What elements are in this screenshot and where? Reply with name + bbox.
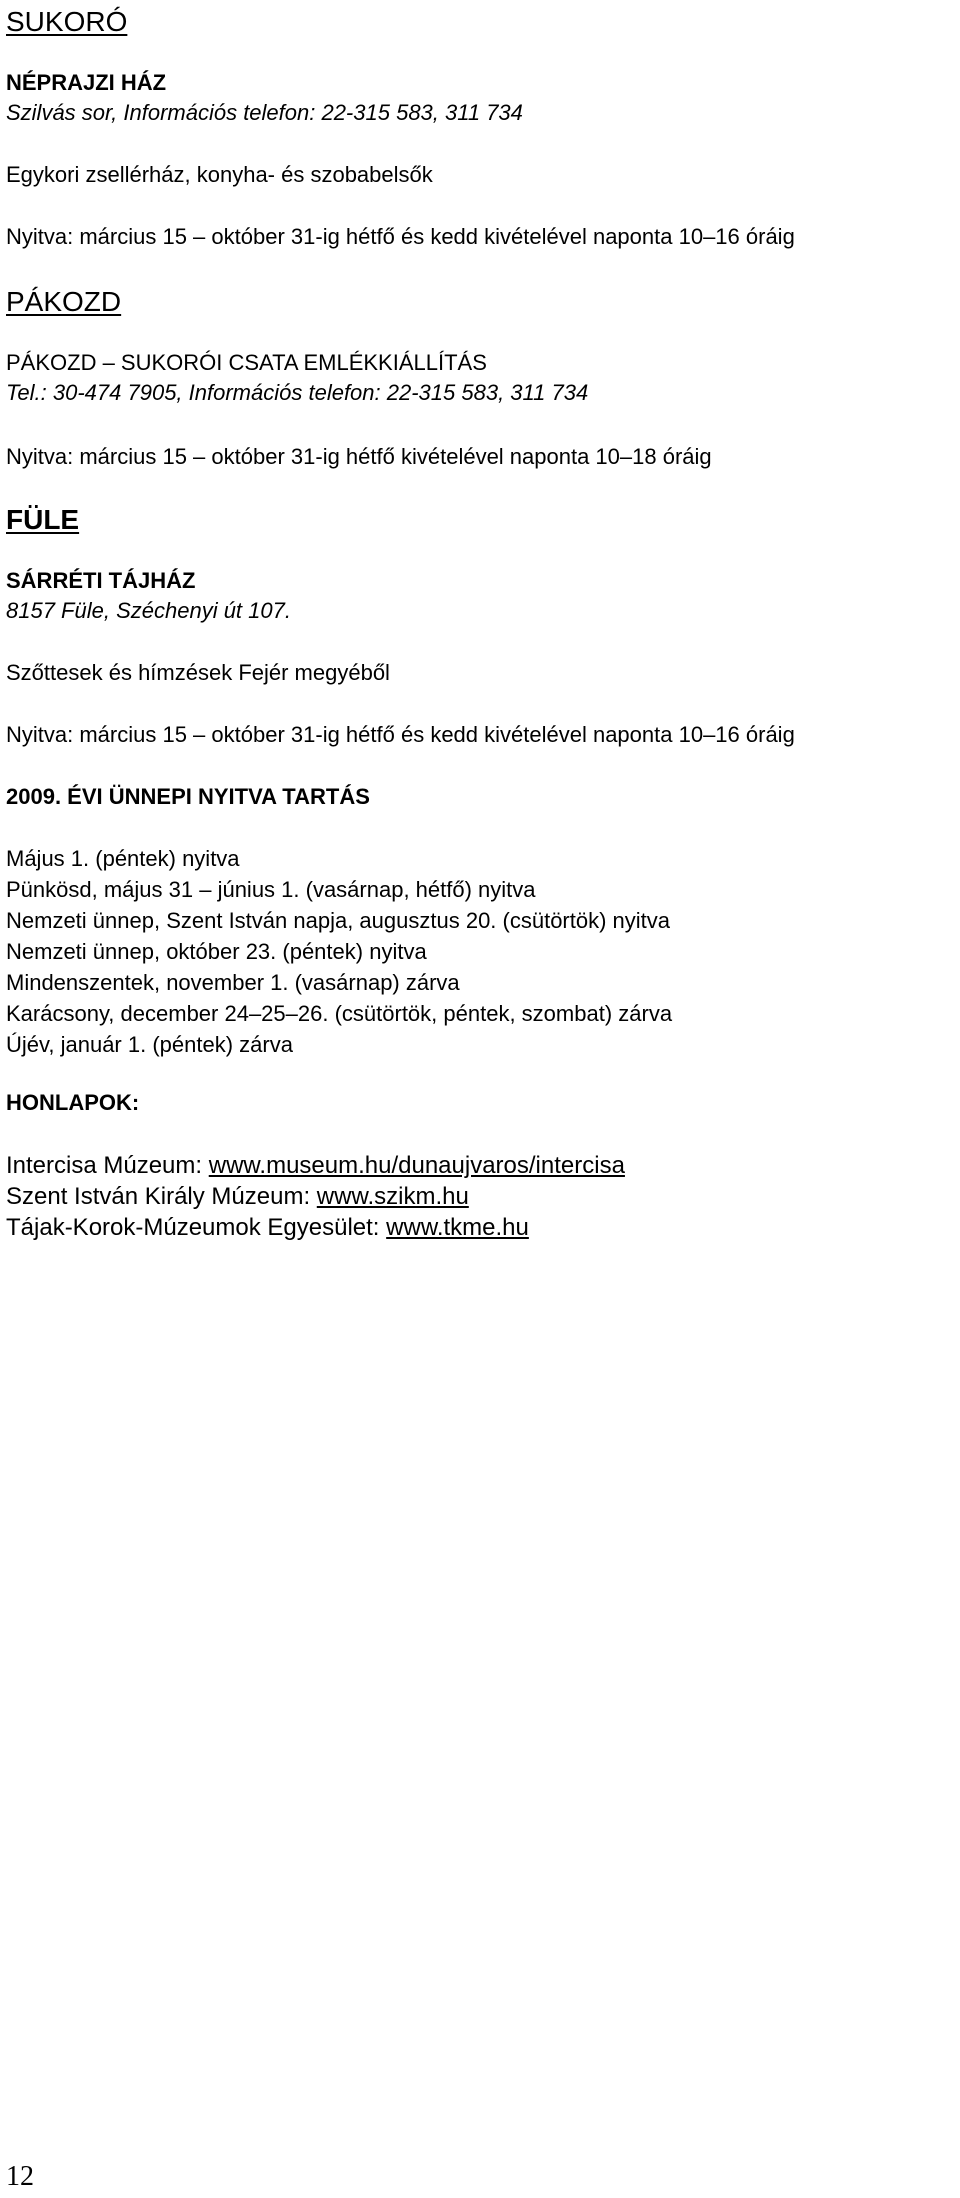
museum-name-sukoro: NÉPRAJZI HÁZ <box>6 70 167 95</box>
holiday-item: Nemzeti ünnep, Szent István napja, augusztus 20. (csütörtök) nyitva <box>6 908 671 933</box>
town-heading-fule: FÜLE <box>6 504 80 535</box>
section-fule <box>6 506 79 534</box>
description-block-sukoro <box>6 164 433 186</box>
website-item <box>6 1154 625 1185</box>
museum-block-fule <box>6 570 195 592</box>
website-link-szikm[interactable]: www.szikm.hu <box>316 1183 469 1210</box>
website-label: Szent István Király Múzeum: <box>6 1183 317 1210</box>
website-link-intercisa[interactable]: www.museum.hu/dunaujvaros/intercisa <box>208 1152 625 1179</box>
holiday-item: Nemzeti ünnep, október 23. (péntek) nyitva <box>6 939 427 964</box>
holidays-heading-block <box>6 786 370 808</box>
websites-heading-block <box>6 1092 139 1114</box>
museum-block-pakozd <box>6 352 487 374</box>
website-label: Intercisa Múzeum: <box>6 1152 209 1179</box>
website-link-tkme[interactable]: www.tkme.hu <box>386 1214 529 1241</box>
opening-hours-pakozd: Nyitva: március 15 – október 31-ig hétfő kivételével naponta 10–18 óráig <box>6 444 712 469</box>
description-block-fule <box>6 662 390 684</box>
hours-block-pakozd <box>6 446 712 468</box>
opening-hours-sukoro: Nyitva: március 15 – október 31-ig hétfő és kedd kivételével naponta 10–16 óráig <box>6 224 795 249</box>
holiday-item: Mindenszentek, november 1. (vasárnap) zárva <box>6 970 460 995</box>
museum-name-pakozd: PÁKOZD – SUKORÓI CSATA EMLÉKKIÁLLÍTÁS <box>6 350 487 375</box>
holiday-item: Karácsony, december 24–25–26. (csütörtök, péntek, szombat) zárva <box>6 1001 673 1026</box>
holiday-item: Pünkösd, május 31 – június 1. (vasárnap, hétfő) nyitva <box>6 877 536 902</box>
holidays-title: 2009. ÉVI ÜNNEPI NYITVA TARTÁS <box>6 784 370 809</box>
museum-description-sukoro: Egykori zsellérház, konyha- és szobabelsők <box>6 162 433 187</box>
address-block-fule <box>6 600 291 622</box>
museum-block-sukoro <box>6 72 166 94</box>
website-label: Tájak-Korok-Múzeumok Egyesület: <box>6 1214 387 1241</box>
holiday-item: Május 1. (péntek) nyitva <box>6 846 240 871</box>
museum-address-pakozd: Tel.: 30-474 7905, Információs telefon: 22-315 583, 311 734 <box>6 380 589 405</box>
holidays-list <box>6 848 672 1065</box>
address-block-sukoro <box>6 102 523 124</box>
section-sukoro <box>6 8 127 36</box>
address-block-pakozd <box>6 382 588 404</box>
websites-title: HONLAPOK: <box>6 1090 140 1115</box>
opening-hours-fule: Nyitva: március 15 – október 31-ig hétfő és kedd kivételével naponta 10–16 óráig <box>6 722 795 747</box>
section-pakozd <box>6 288 121 316</box>
hours-block-sukoro <box>6 226 795 248</box>
hours-block-fule <box>6 724 795 746</box>
town-heading-sukoro: SUKORÓ <box>6 6 128 37</box>
museum-name-fule: SÁRRÉTI TÁJHÁZ <box>6 568 196 593</box>
website-item <box>6 1216 625 1247</box>
museum-address-sukoro: Szilvás sor, Információs telefon: 22-315 583, 311 734 <box>6 100 523 125</box>
websites-list <box>6 1154 625 1247</box>
holiday-item: Újév, január 1. (péntek) zárva <box>6 1032 293 1057</box>
page-number: 12 <box>6 2161 34 2192</box>
town-heading-pakozd: PÁKOZD <box>6 286 122 317</box>
museum-address-fule: 8157 Füle, Széchenyi út 107. <box>6 598 291 623</box>
museum-description-fule: Szőttesek és hímzések Fejér megyéből <box>6 660 390 685</box>
website-item <box>6 1185 625 1216</box>
